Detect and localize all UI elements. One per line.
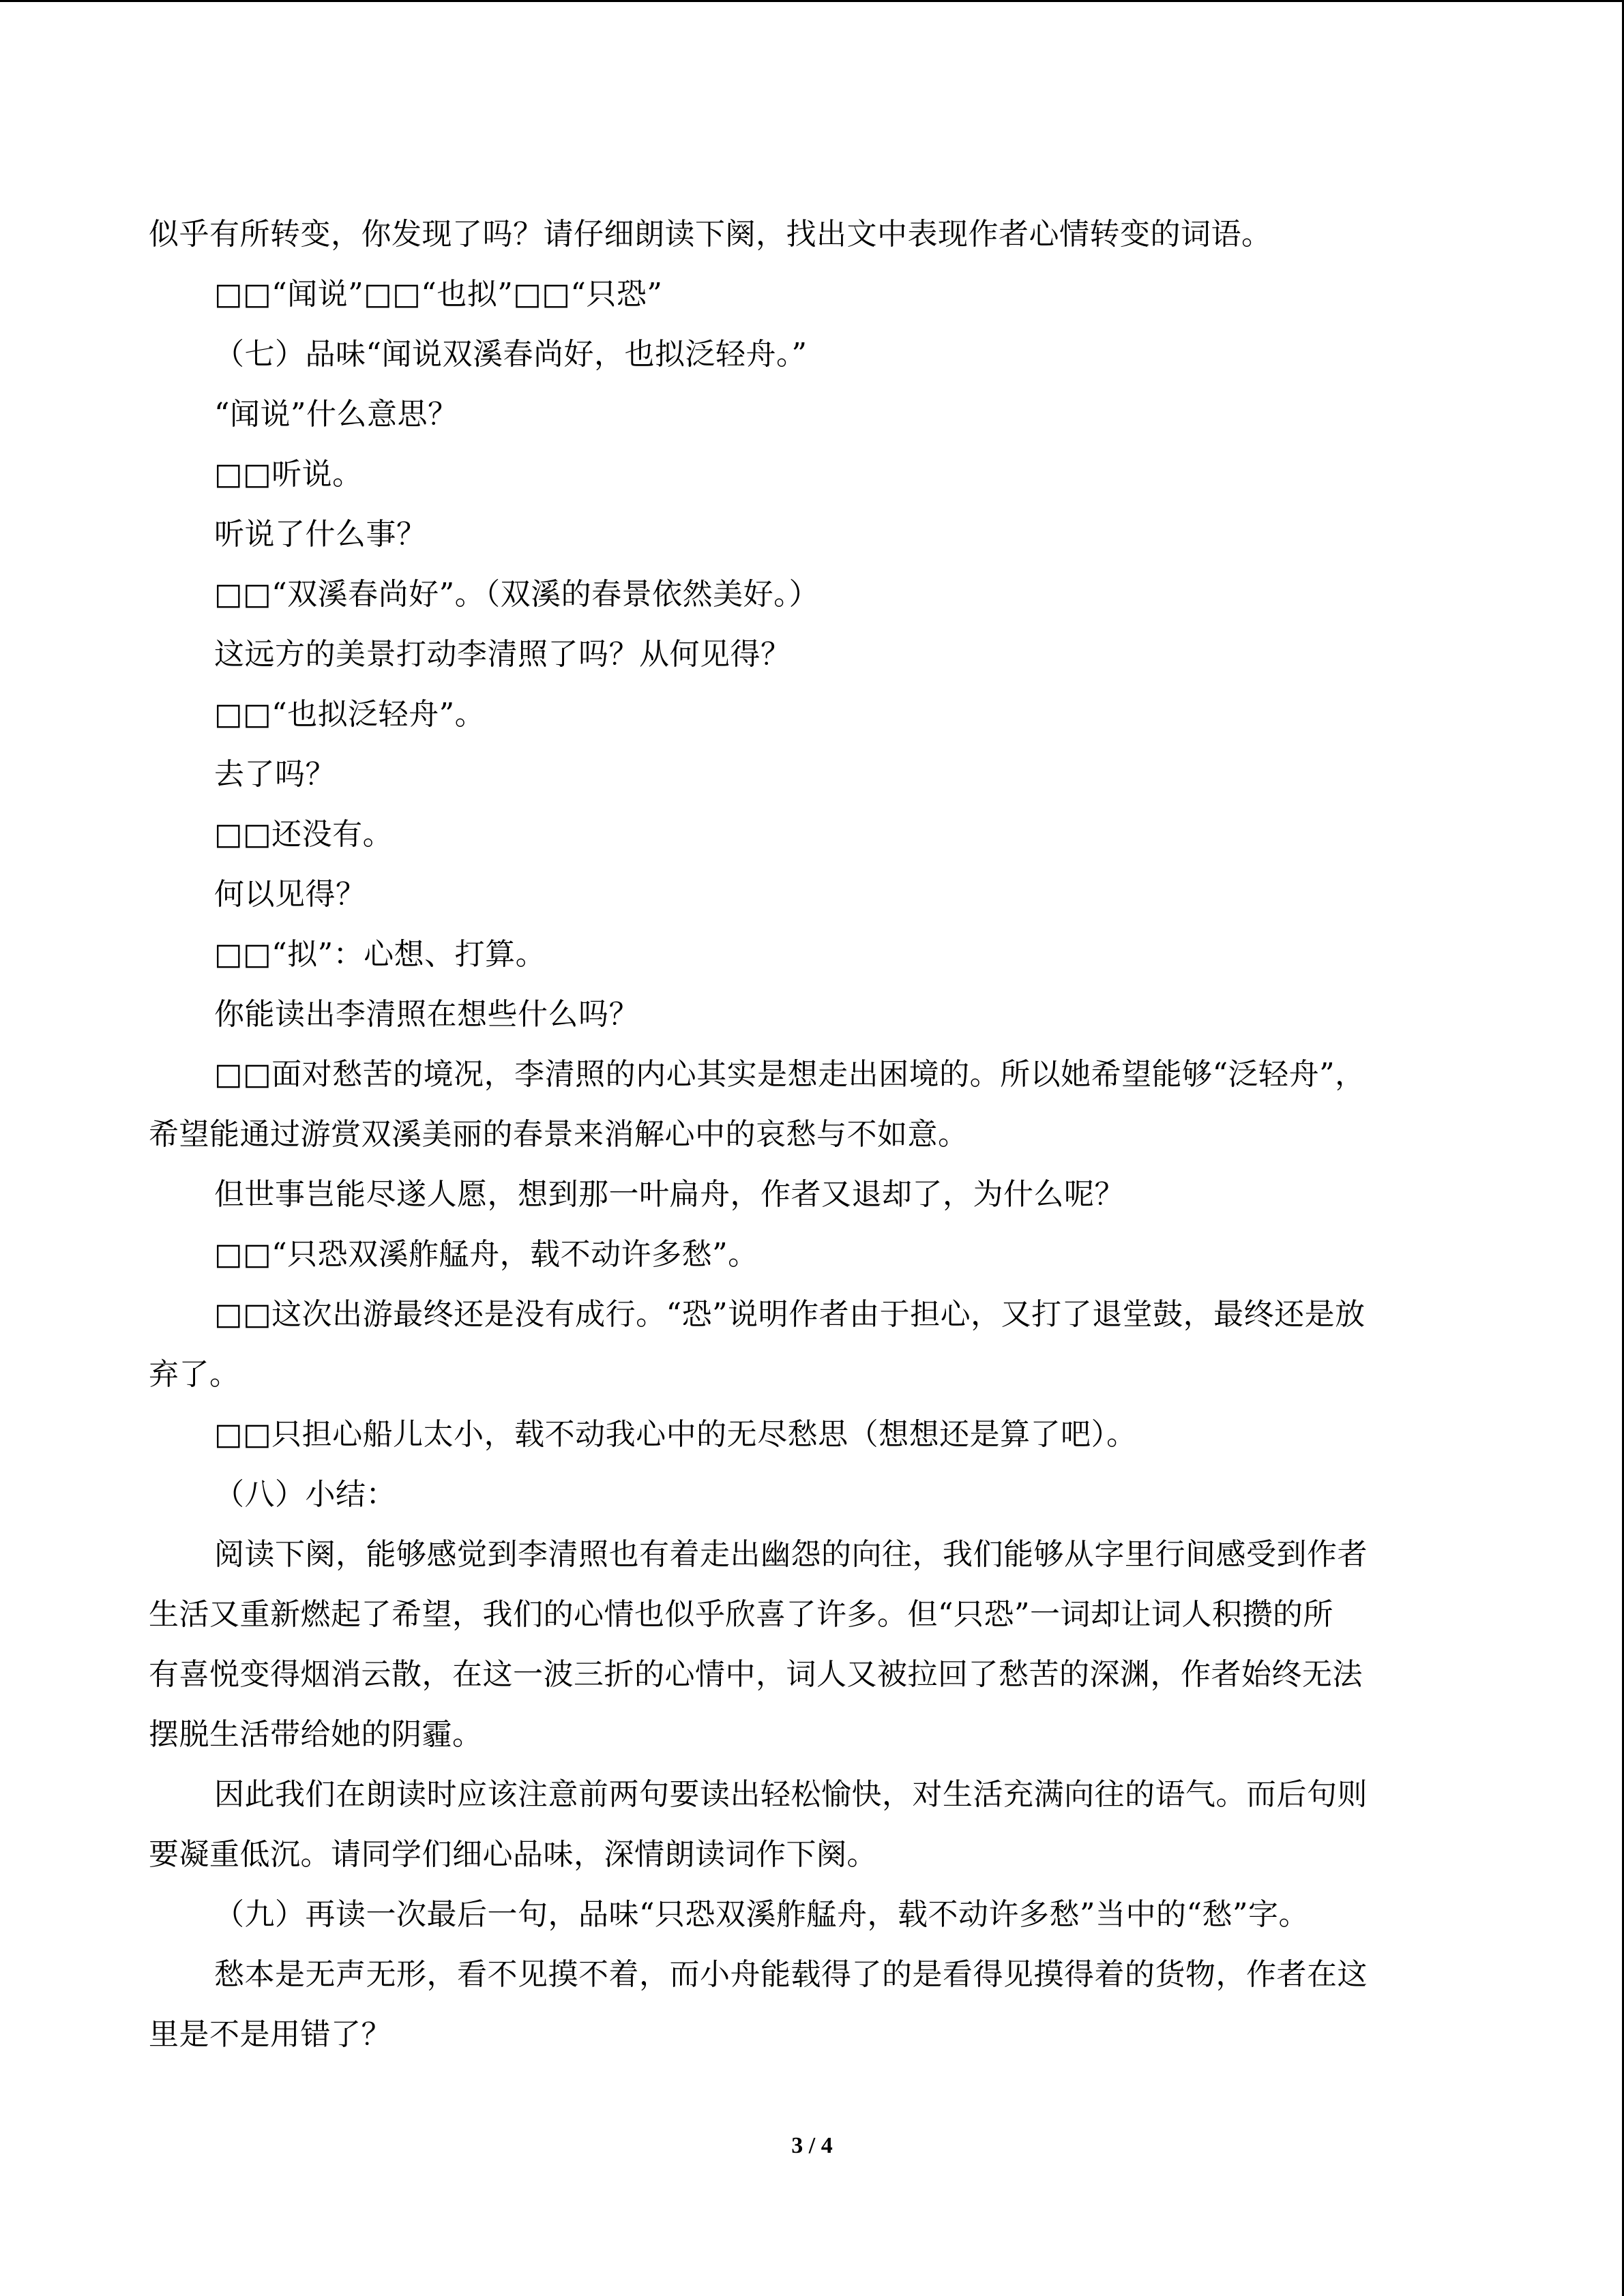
text-line: 似乎有所转变，你发现了吗？请仔细朗读下阕，找出文中表现作者心情转变的词语。 (149, 217, 1272, 252)
top-border-line (0, 0, 1624, 2)
section-heading: （九）再读一次最后一句，品味“只恐双溪舴艋舟，载不动许多愁”当中的“愁”字。 (214, 1897, 1309, 1932)
text-line: □□“闻说”□□“也拟”□□“只恐” (214, 277, 663, 312)
text-line: 希望能通过游赏双溪美丽的春景来消解心中的哀愁与不如意。 (149, 1117, 969, 1152)
paragraph-line: 因此我们在朗读时应该注意前两句要读出轻松愉快，对生活充满向往的语气。而后句则 (214, 1777, 1368, 1812)
question-line: 你能读出李清照在想些什么吗？ (214, 997, 639, 1032)
paragraph-line: 阅读下阕，能够感觉到李清照也有着走出幽怨的向往，我们能够从字里行间感受到作者 (214, 1537, 1368, 1572)
paragraph-line: 里是不是用错了？ (149, 2017, 392, 2052)
paragraph-line: 摆脱生活带给她的阴霾。 (149, 1717, 483, 1752)
page-number: 3 / 4 (791, 2133, 833, 2158)
question-line: 去了吗？ (214, 757, 336, 792)
document-body (149, 205, 1475, 2065)
answer-line: □□“拟”：心想、打算。 (214, 937, 546, 972)
answer-line: □□这次出游最终还是没有成行。“恐”说明作者由于担心，又打了退堂鼓，最终还是放 (214, 1297, 1365, 1332)
answer-line: □□“也拟泛轻舟”。 (214, 697, 486, 732)
question-line: 何以见得？ (214, 877, 366, 912)
section-heading: （七）品味“闻说双溪春尚好，也拟泛轻舟。” (214, 337, 808, 372)
paragraph-line: 愁本是无声无形，看不见摸不着，而小舟能载得了的是看得见摸得着的货物，作者在这 (214, 1957, 1368, 1992)
answer-line: □□“双溪春尚好”。（双溪的春景依然美好。） (214, 577, 820, 612)
section-heading: （八）小结： (214, 1477, 396, 1512)
question-line: 这远方的美景打动李清照了吗？从何见得？ (214, 637, 791, 672)
answer-line: □□听说。 (214, 457, 363, 492)
paragraph-line: 要凝重低沉。请同学们细心品味，深情朗读词作下阕。 (149, 1837, 877, 1872)
answer-line: □□“只恐双溪舴艋舟，载不动许多愁”。 (214, 1237, 758, 1272)
question-line: 听说了什么事？ (214, 517, 427, 552)
answer-line: □□只担心船儿太小，载不动我心中的无尽愁思（想想还是算了吧）。 (214, 1417, 1137, 1452)
question-line: “闻说”什么意思？ (214, 397, 458, 432)
question-line: 但世事岂能尽遂人愿，想到那一叶扁舟，作者又退却了，为什么呢？ (214, 1177, 1125, 1212)
paragraph-line: 生活又重新燃起了希望，我们的心情也似乎欣喜了许多。但“只恐”一词却让词人积攒的所 (149, 1597, 1333, 1632)
answer-line: □□面对愁苦的境况，李清照的内心其实是想走出困境的。所以她希望能够“泛轻舟”， (214, 1057, 1365, 1092)
paragraph-line: 有喜悦变得烟消云散，在这一波三折的心情中，词人又被拉回了愁苦的深渊，作者始终无法 (149, 1657, 1363, 1692)
answer-line: □□还没有。 (214, 817, 394, 852)
text-line: 弃了。 (149, 1357, 240, 1392)
